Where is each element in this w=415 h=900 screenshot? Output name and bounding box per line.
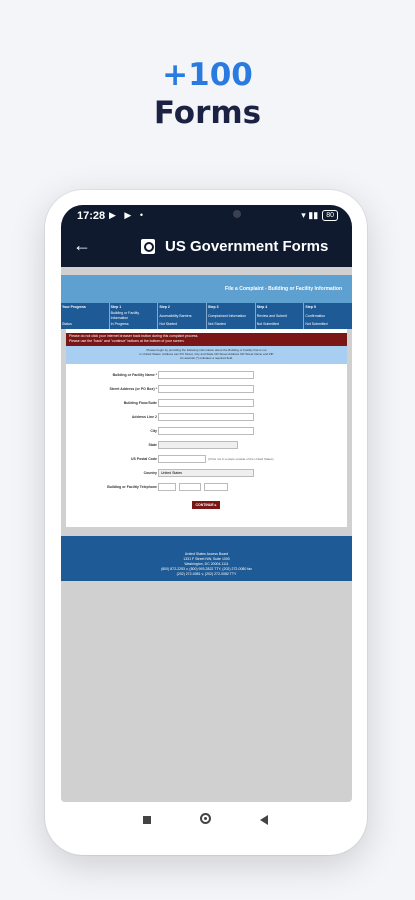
progress-steps: [61, 303, 352, 329]
field-label: Street Address (or PO Box) *: [109, 387, 157, 391]
step-2: [158, 303, 207, 329]
step-status: Status: [62, 322, 72, 326]
floor-suite-input[interactable]: [158, 399, 254, 407]
footer-line: (800) 872-2253 v, (800) 993-2822 TTY, (202) 272-0080 fax: [161, 567, 252, 571]
field-label: State: [148, 443, 157, 447]
field-row: [66, 371, 347, 380]
step-title: Accessibility Barriers: [159, 313, 192, 318]
field-label: Building Floor/Suite: [123, 401, 157, 405]
field-row: [66, 483, 347, 492]
app-bar: [61, 227, 352, 267]
step-4: [256, 303, 305, 329]
instructions-box: [66, 346, 347, 364]
wifi-signal-icon: ▾ ▮▮: [301, 210, 319, 220]
promo-accent-text: +100: [162, 57, 253, 93]
field-label: Building or Facility Telephone: [107, 485, 157, 489]
street-address-input[interactable]: [158, 385, 254, 393]
continue-button[interactable]: CONTINUE ▸: [192, 501, 220, 509]
field-row: [66, 427, 347, 436]
info-line: in United States. Address can PO Street, City and State OR Street Address OR Street Name and ZIP: [139, 352, 274, 356]
field-row: [66, 413, 347, 422]
step-num: Your Progress: [62, 305, 86, 309]
phone-area-input[interactable]: [158, 483, 176, 491]
step-status: Not Submitted: [256, 322, 279, 326]
android-nav-bar: [45, 802, 367, 855]
site-footer: [61, 536, 352, 581]
field-label: Address Line 2: [131, 415, 157, 419]
promo-header: [0, 56, 415, 132]
back-triangle-icon[interactable]: [260, 815, 268, 825]
step-title: Confirmation: [305, 313, 326, 318]
notification-icons: ▶ ▶ •: [109, 210, 146, 220]
step-title: Building or Facility Information: [110, 311, 140, 320]
phone-prefix-input[interactable]: [179, 483, 201, 491]
step-1: [110, 303, 159, 329]
city-input[interactable]: [158, 427, 254, 435]
step-status: Not Submitted: [305, 322, 328, 326]
step-title: Review and Submit: [256, 313, 287, 318]
alert-line: Please do not click your internet browser back button during this complaint process.: [69, 334, 199, 338]
app-title: US Government Forms: [165, 238, 329, 255]
promo-title: Forms: [153, 95, 262, 131]
webview[interactable]: [61, 267, 352, 802]
state-select[interactable]: [158, 441, 238, 449]
alert-line: Please use the "back" and "continue" buttons at the bottom of your screen.: [69, 339, 185, 343]
footer-line: (202) 272-0081 v, (202) 272-0082 TTY: [176, 572, 237, 576]
step-status: Not Started: [208, 322, 226, 326]
step-3: [207, 303, 256, 329]
app-logo-icon: [141, 239, 155, 254]
facility-name-input[interactable]: [158, 371, 254, 379]
phone-frame: [45, 190, 367, 855]
footer-line: Washington, DC 20004-1111: [184, 562, 229, 566]
step-num: Step 4: [256, 305, 268, 309]
field-label: US Postal Code: [130, 457, 157, 461]
banner-title: File a Complaint - Building or Facility Information: [225, 286, 342, 292]
postal-code-input[interactable]: [158, 455, 206, 463]
battery-icon: 80: [322, 210, 338, 221]
country-select[interactable]: [158, 469, 254, 477]
warning-alert: [66, 333, 347, 346]
camera-icon: [233, 210, 241, 218]
complaint-form: [66, 329, 347, 527]
field-label: Country: [143, 471, 157, 475]
step-progress: [61, 303, 110, 329]
field-label: Building or Facility Name *: [112, 373, 157, 377]
step-num: Step 2: [159, 305, 170, 309]
step-title: Complainant Information: [208, 313, 247, 318]
phone-screen: [61, 205, 352, 802]
info-line: Please begin by providing the following information about the Building or Facility that is not: [146, 348, 267, 352]
postal-code-note: (If this not in a place outside of the United States): [208, 457, 274, 461]
footer-line: 1331 F Street NW, Suite 1000: [183, 557, 230, 561]
step-num: Step 3: [208, 305, 219, 309]
step-status: In Progress: [110, 322, 129, 326]
field-row: [66, 385, 347, 394]
field-label: City: [150, 429, 157, 433]
home-icon[interactable]: [200, 813, 211, 824]
status-bar: [61, 205, 352, 227]
step-5: [304, 303, 352, 329]
back-arrow-icon[interactable]: ←: [73, 235, 91, 255]
footer-line: United States Access Board: [184, 552, 229, 556]
status-time: 17:28: [77, 210, 106, 222]
phone-line-input[interactable]: [204, 483, 228, 491]
field-row: [66, 399, 347, 408]
status-right: [301, 210, 338, 221]
form-banner: [61, 275, 352, 303]
step-status: Not Started: [159, 322, 178, 326]
step-num: Step 1: [110, 305, 122, 309]
recents-icon[interactable]: [143, 816, 151, 824]
field-row: [66, 469, 347, 478]
info-line: An asterisk (*) indicates a required field.: [179, 356, 234, 360]
step-num: Step 5: [305, 305, 316, 309]
field-row: [66, 441, 347, 450]
field-row: [66, 455, 347, 464]
address-line2-input[interactable]: [158, 413, 254, 421]
